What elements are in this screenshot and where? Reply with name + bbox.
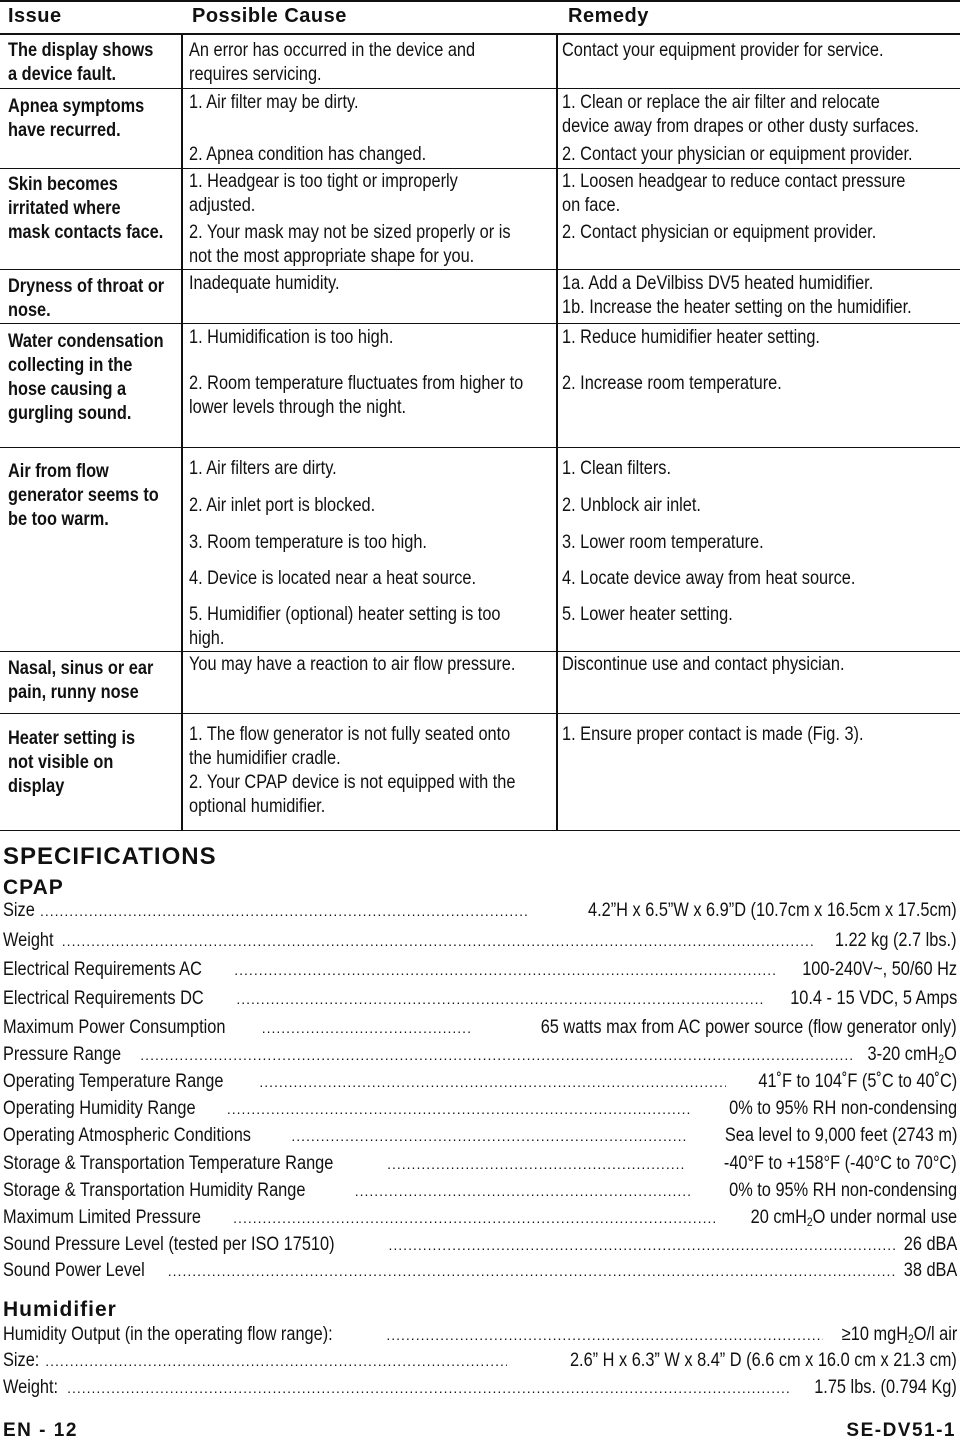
table-group-rule: [0, 713, 960, 714]
issue-text-line: Heater setting is: [8, 728, 136, 749]
dot-leader: [355, 1183, 692, 1199]
dot-leader: [236, 991, 762, 1007]
spec-value-part: ≥10 mgH: [841, 1324, 908, 1345]
issue-text-line: be too warm.: [8, 509, 109, 530]
spec-label: Size:: [3, 1350, 40, 1371]
cause-text-line: 3. Room temperature is too high.: [189, 532, 427, 553]
table-cell-cause: [189, 494, 406, 518]
cause-text-line: 1. Air filter may be dirty.: [189, 92, 359, 113]
table-cell-remedy: [562, 603, 761, 627]
table-cell-remedy: [562, 723, 913, 747]
remedy-text-line: 3. Lower room temperature.: [562, 532, 764, 553]
spec-row: [3, 1153, 957, 1179]
table-cell-issue: [8, 657, 177, 705]
remedy-text-line: 1b. Increase the heater setting on the humidifier.: [562, 297, 912, 318]
spec-label: Sound Power Level: [3, 1260, 145, 1281]
table-cell-remedy: [562, 143, 960, 167]
dot-leader: [40, 903, 528, 919]
issue-text-line: have recurred.: [8, 120, 121, 141]
spec-row: [3, 1125, 957, 1151]
cause-text-line: An error has occurred in the device and: [189, 40, 476, 61]
table-cell-cause: [189, 372, 578, 420]
table-cell-cause: [189, 653, 569, 677]
remedy-text-line: 1. Clean or replace the air filter and relocate: [562, 92, 880, 113]
issue-text-line: display: [8, 776, 65, 797]
table-cell-remedy: [562, 272, 960, 320]
issue-text-line: Skin becomes: [8, 174, 118, 195]
spec-value: 41˚F to 104˚F (5˚C to 40˚C): [758, 1071, 957, 1092]
spec-row: [3, 1324, 957, 1350]
spec-row: [3, 1350, 957, 1376]
table-cell-issue: [8, 95, 166, 143]
issue-text-line: The display shows: [8, 40, 154, 61]
spec-label: Electrical Requirements DC: [3, 988, 204, 1009]
dot-leader: [227, 1101, 692, 1117]
table-cell-remedy: [562, 653, 890, 677]
table-cell-cause: [189, 326, 427, 350]
issue-text-line: irritated where: [8, 198, 121, 219]
cause-text-line: 2. Your CPAP device is not equipped with the: [189, 772, 516, 793]
remedy-text-line: 5. Lower heater setting.: [562, 604, 733, 625]
remedy-text-line: 2. Unblock air inlet.: [562, 495, 701, 516]
spec-value: Sea level to 9,000 feet (2743 m): [724, 1125, 957, 1146]
dot-leader: [291, 1128, 686, 1144]
spec-value: [841, 1324, 957, 1346]
remedy-text-line: 4. Locate device away from heat source.: [562, 568, 856, 589]
table-group-rule: [0, 651, 960, 652]
cause-text-line: requires servicing.: [189, 64, 322, 85]
spec-label: Weight: [3, 930, 54, 951]
cause-text-line: 2. Your mask may not be sized properly or is: [189, 222, 511, 243]
spec-value: 65 watts max from AC power source (flow generator only): [541, 1017, 957, 1038]
cause-text-line: 1. Air filters are dirty.: [189, 458, 337, 479]
spec-row: [3, 1071, 957, 1097]
cause-text-line: 2. Apnea condition has changed.: [189, 144, 427, 165]
footer-doc-code: SE-DV51-1: [846, 1420, 956, 1441]
table-cell-remedy: [562, 372, 818, 396]
dot-leader: [45, 1353, 507, 1369]
table-cell-remedy: [562, 494, 724, 518]
spec-value: [751, 1207, 957, 1229]
spec-label: Size: [3, 900, 35, 921]
spec-value: 38 dBA: [903, 1260, 957, 1281]
table-group-rule: [0, 88, 960, 89]
dot-leader: [67, 1380, 791, 1396]
table-group-rule: [0, 269, 960, 270]
table-cell-cause: [189, 39, 522, 87]
spec-label: Maximum Power Consumption: [3, 1017, 226, 1038]
issue-text-line: collecting in the: [8, 355, 133, 376]
table-cell-cause: [189, 531, 466, 555]
cause-text-line: not the most appropriate shape for you.: [189, 246, 475, 267]
humidifier-heading: Humidifier: [3, 1298, 117, 1321]
issue-text-line: a device fault.: [8, 64, 117, 85]
spec-label: Pressure Range: [3, 1044, 122, 1065]
dot-leader: [140, 1047, 853, 1063]
remedy-text-line: device away from drapes or other dusty surfaces.: [562, 116, 919, 137]
cause-text-line: high.: [189, 628, 225, 649]
spec-value: 26 dBA: [903, 1234, 957, 1255]
table-cell-cause: [189, 272, 364, 296]
cause-text-line: 1. The flow generator is not fully seated onto: [189, 724, 511, 745]
dot-leader: [262, 1020, 474, 1036]
table-cell-cause: [189, 567, 523, 591]
cause-text-line: 1. Headgear is too tight or improperly: [189, 171, 458, 192]
spec-value: 2.6” H x 6.3” W x 8.4” D (6.6 cm x 16.0 cm x 21.3 cm): [570, 1350, 957, 1371]
issue-text-line: Air from flow: [8, 461, 109, 482]
spec-value: 10.4 - 15 VDC, 5 Amps: [789, 988, 957, 1009]
table-cell-issue: [8, 460, 183, 532]
issue-text-line: nose.: [8, 300, 51, 321]
spec-row: [3, 1377, 957, 1403]
spec-value-part: O under normal use: [812, 1207, 957, 1228]
spec-row: [3, 1044, 957, 1070]
spec-value: -40°F to +158°F (-40°C to 70°C): [724, 1153, 957, 1174]
spec-value-part: O/l air: [913, 1324, 957, 1345]
cause-text-line: 4. Device is located near a heat source.: [189, 568, 477, 589]
spec-label: Weight:: [3, 1377, 59, 1398]
spec-row: [3, 900, 957, 926]
cause-text-line: 2. Room temperature fluctuates from higher to: [189, 373, 524, 394]
cause-text-line: the humidifier cradle.: [189, 748, 341, 769]
spec-row: [3, 1017, 957, 1043]
table-cell-remedy: [562, 170, 960, 218]
spec-row: [3, 1234, 957, 1260]
table-header-rule: [0, 33, 960, 35]
issue-text-line: mask contacts face.: [8, 222, 164, 243]
spec-value: 0% to 95% RH non-condensing: [729, 1098, 957, 1119]
header-remedy: Remedy: [568, 5, 649, 27]
remedy-text-line: 1a. Add a DeVilbiss DV5 heated humidifier.: [562, 273, 874, 294]
spec-value-part: O: [944, 1044, 957, 1065]
issue-text-line: Water condensation: [8, 331, 164, 352]
table-cell-cause: [189, 723, 569, 819]
issue-text-line: not visible on: [8, 752, 114, 773]
dot-leader: [389, 1237, 895, 1253]
issue-text-line: hose causing a: [8, 379, 127, 400]
footer-page-number: EN - 12: [3, 1420, 78, 1441]
spec-value-part: 3-20 cmH: [867, 1044, 939, 1065]
table-cell-cause: [189, 91, 386, 115]
spec-value-subscript: 2: [907, 1332, 914, 1346]
dot-leader: [233, 1210, 717, 1226]
spec-label: Operating Humidity Range: [3, 1098, 196, 1119]
spec-row: [3, 930, 957, 956]
table-column-rule: [556, 33, 558, 830]
table-cell-cause: [189, 170, 502, 218]
dot-leader: [62, 933, 816, 949]
cpap-heading: CPAP: [3, 876, 64, 899]
cause-text-line: adjusted.: [189, 195, 256, 216]
spec-row: [3, 959, 957, 985]
remedy-text-line: Discontinue use and contact physician.: [562, 654, 845, 675]
dot-leader: [234, 962, 777, 978]
table-cell-remedy: [562, 91, 960, 139]
remedy-text-line: 1. Ensure proper contact is made (Fig. 3).: [562, 724, 864, 745]
table-cell-issue: [8, 173, 189, 245]
spec-label: Storage & Transportation Humidity Range: [3, 1180, 306, 1201]
table-cell-cause: [189, 221, 563, 269]
dot-leader: [168, 1263, 895, 1279]
specifications-title: SPECIFICATIONS: [3, 843, 217, 870]
table-cell-remedy: [562, 39, 936, 63]
remedy-text-line: 2. Contact your physician or equipment provider.: [562, 144, 913, 165]
spec-row: [3, 1207, 957, 1233]
table-cell-issue: [8, 727, 156, 799]
table-group-rule: [0, 323, 960, 324]
spec-label: Storage & Transportation Temperature Range: [3, 1153, 334, 1174]
table-cell-remedy: [562, 326, 862, 350]
table-cell-remedy: [562, 457, 689, 481]
remedy-text-line: 2. Contact physician or equipment provider.: [562, 222, 877, 243]
issue-text-line: generator seems to: [8, 485, 159, 506]
remedy-text-line: 1. Loosen headgear to reduce contact pressure: [562, 171, 906, 192]
spec-value: 100-240V~, 50/60 Hz: [802, 959, 957, 980]
remedy-text-line: 1. Clean filters.: [562, 458, 671, 479]
spec-value: 1.75 lbs. (0.794 Kg): [814, 1377, 957, 1398]
spec-label: Sound Pressure Level (tested per ISO 17510): [3, 1234, 335, 1255]
issue-text-line: Apnea symptoms: [8, 96, 145, 117]
table-group-rule: [0, 168, 960, 169]
table-top-rule: [0, 0, 960, 2]
spec-label: Operating Temperature Range: [3, 1071, 224, 1092]
table-cell-issue: [8, 330, 189, 426]
spec-value: 1.22 kg (2.7 lbs.): [835, 930, 957, 951]
table-cell-issue: [8, 39, 177, 87]
issue-text-line: Nasal, sinus or ear: [8, 658, 154, 679]
dot-leader: [386, 1327, 822, 1343]
cause-text-line: 5. Humidifier (optional) heater setting is too: [189, 604, 501, 625]
cause-text-line: 2. Air inlet port is blocked.: [189, 495, 376, 516]
spec-value-subscript: 2: [938, 1052, 945, 1066]
table-cell-cause: [189, 143, 465, 167]
spec-row: [3, 1180, 957, 1206]
cause-text-line: Inadequate humidity.: [189, 273, 340, 294]
issue-text-line: gurgling sound.: [8, 403, 132, 424]
spec-value: [868, 1044, 957, 1066]
spec-row: [3, 1098, 957, 1124]
dot-leader: [387, 1156, 686, 1172]
table-cell-issue: [8, 275, 190, 323]
spec-value-subscript: 2: [806, 1215, 813, 1229]
table-cell-remedy: [562, 221, 927, 245]
cause-text-line: You may have a reaction to air flow pressure.: [189, 654, 516, 675]
issue-text-line: Dryness of throat or: [8, 276, 165, 297]
table-cell-remedy: [562, 531, 796, 555]
cause-text-line: lower levels through the night.: [189, 397, 407, 418]
table-cell-cause: [189, 603, 551, 651]
cause-text-line: optional humidifier.: [189, 796, 326, 817]
remedy-text-line: Contact your equipment provider for service.: [562, 40, 884, 61]
spec-label: Humidity Output (in the operating flow range):: [3, 1324, 333, 1345]
table-cell-remedy: [562, 567, 903, 591]
header-possible-cause: Possible Cause: [192, 5, 347, 27]
spec-value: 4.2”H x 6.5”W x 6.9”D (10.7cm x 16.5cm x 17.5cm): [588, 900, 957, 921]
spec-value-part: 20 cmH: [750, 1207, 807, 1228]
remedy-text-line: 1. Reduce humidifier heater setting.: [562, 327, 820, 348]
spec-value: 0% to 95% RH non-condensing: [729, 1180, 957, 1201]
cause-text-line: 1. Humidification is too high.: [189, 327, 394, 348]
header-issue: Issue: [8, 5, 62, 27]
table-group-rule: [0, 447, 960, 448]
spec-row: [3, 988, 957, 1014]
spec-label: Electrical Requirements AC: [3, 959, 202, 980]
spec-label: Maximum Limited Pressure: [3, 1207, 201, 1228]
issue-text-line: pain, runny nose: [8, 682, 139, 703]
table-bottom-rule: [0, 830, 960, 831]
table-column-rule: [181, 33, 183, 830]
spec-label: Operating Atmospheric Conditions: [3, 1125, 251, 1146]
remedy-text-line: on face.: [562, 195, 621, 216]
remedy-text-line: 2. Increase room temperature.: [562, 373, 782, 394]
table-cell-cause: [189, 457, 361, 481]
dot-leader: [259, 1074, 725, 1090]
spec-row: [3, 1260, 957, 1286]
